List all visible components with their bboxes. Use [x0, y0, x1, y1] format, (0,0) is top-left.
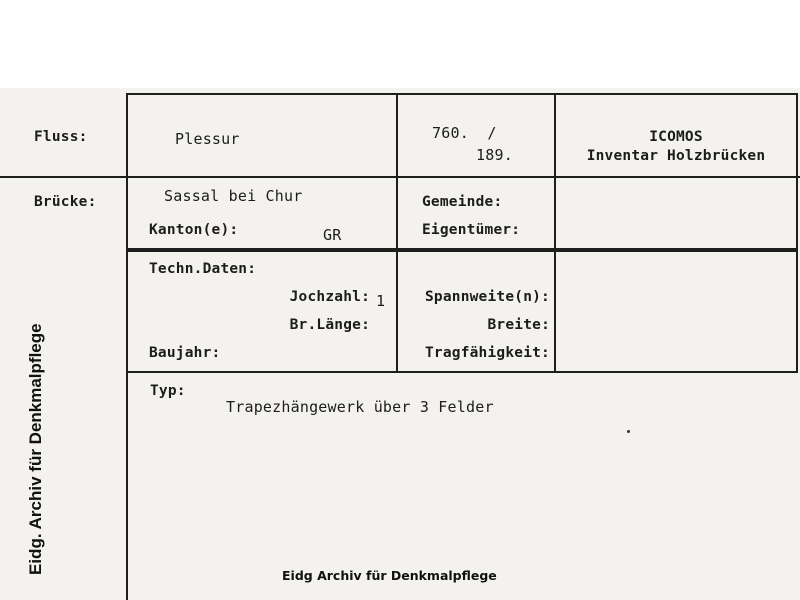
kanton-label: Kanton(e):	[149, 222, 239, 238]
divider	[126, 371, 798, 373]
archive-watermark: Eidg Archiv für Denkmalpflege	[282, 568, 497, 583]
divider	[796, 93, 798, 373]
br-laenge-label: Br.Länge:	[289, 317, 370, 333]
fluss-label: Fluss:	[34, 129, 88, 145]
divider	[0, 176, 800, 178]
bruecke-label: Brücke:	[34, 194, 97, 210]
fluss-value: Plessur	[175, 130, 240, 148]
breite-label: Breite:	[487, 317, 550, 333]
bruecke-value: Sassal bei Chur	[164, 187, 303, 205]
typ-label: Typ:	[150, 383, 186, 399]
spannweite-label: Spannweite(n):	[424, 289, 550, 305]
inventory-number-line1: 760. /	[432, 124, 497, 142]
archive-stamp-vertical: Eidg. Archiv für Denkmalpflege	[26, 323, 45, 575]
inventory-card	[0, 88, 800, 600]
eigentuemer-label: Eigentümer:	[422, 222, 521, 238]
jochzahl-value: 1	[376, 292, 386, 310]
techn-daten-label: Techn.Daten:	[149, 261, 257, 277]
inventory-number-line2: 189.	[476, 146, 513, 164]
gemeinde-label: Gemeinde:	[422, 194, 503, 210]
kanton-value: GR	[323, 226, 342, 244]
inventar-header: Inventar Holzbrücken	[586, 148, 766, 164]
typ-value: Trapezhängewerk über 3 Felder	[226, 398, 494, 416]
divider	[126, 248, 798, 252]
jochzahl-label: Jochzahl:	[289, 289, 370, 305]
icomos-header: ICOMOS	[649, 129, 703, 145]
divider	[396, 93, 398, 373]
divider	[126, 93, 798, 95]
divider	[126, 93, 128, 600]
speck-mark	[627, 430, 630, 433]
baujahr-label: Baujahr:	[149, 345, 221, 361]
tragfaehigkeit-label: Tragfähigkeit:	[424, 345, 550, 361]
